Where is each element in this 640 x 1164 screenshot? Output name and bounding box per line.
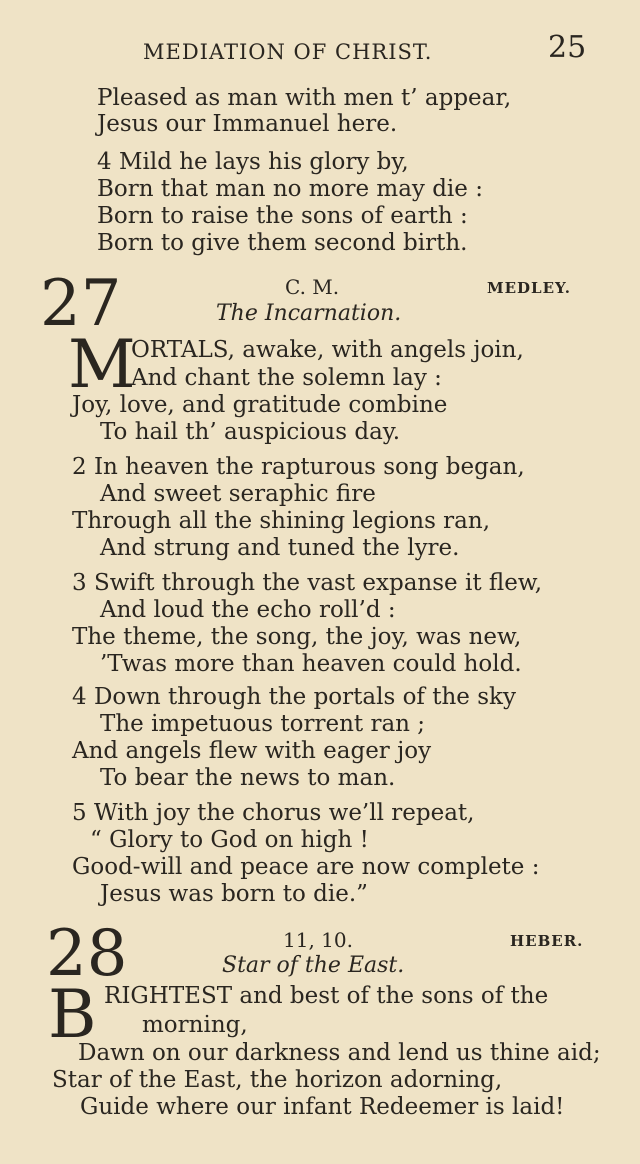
- verse-line: Dawn on our darkness and lend us thine aid;: [78, 1040, 601, 1066]
- verse-line: 4 Mild he lays his glory by,: [97, 149, 409, 175]
- verse-line: Star of the East, the horizon adorning,: [52, 1067, 503, 1093]
- verse-line: ORTALS, awake, with angels join,: [131, 337, 524, 363]
- verse-line: Jesus our Immanuel here.: [97, 111, 398, 137]
- verse-line: 2 In heaven the rapturous song began,: [72, 454, 525, 480]
- verse-line: Pleased as man with men t’ appear,: [97, 85, 512, 111]
- verse-line: Guide where our infant Redeemer is laid!: [80, 1094, 565, 1120]
- page-number: 25: [548, 30, 587, 65]
- verse-line: 4 Down through the portals of the sky: [72, 684, 516, 710]
- tune-name: MEDLEY.: [487, 279, 572, 297]
- verse-line: Jesus was born to die.”: [100, 881, 368, 907]
- hymn-meter: 11, 10.: [283, 928, 353, 952]
- verse-line: Born that man no more may die :: [97, 176, 483, 202]
- hymn-title: The Incarnation.: [216, 301, 402, 326]
- verse-line: And strung and tuned the lyre.: [100, 535, 460, 561]
- verse-line: Joy, love, and gratitude combine: [72, 392, 448, 418]
- verse-line: And sweet seraphic fire: [100, 481, 376, 507]
- verse-line: To hail th’ auspicious day.: [100, 419, 401, 445]
- verse-line: And loud the echo roll’d :: [100, 597, 396, 623]
- hymn-number: 28: [46, 917, 128, 991]
- verse-line: And chant the solemn lay :: [131, 365, 442, 391]
- verse-line: 5 With joy the chorus we’ll repeat,: [72, 800, 475, 826]
- running-head: MEDIATION OF CHRIST.: [143, 40, 433, 64]
- hymn-meter: C. M.: [285, 275, 340, 299]
- drop-cap: B: [48, 976, 97, 1053]
- verse-line: The impetuous torrent ran ;: [100, 711, 426, 737]
- tune-name: HEBER.: [510, 932, 584, 950]
- verse-line: 3 Swift through the vast expanse it flew,: [72, 570, 543, 596]
- verse-line: Good-will and peace are now complete :: [72, 854, 540, 880]
- verse-line: To bear the news to man.: [100, 765, 396, 791]
- drop-cap: M: [68, 326, 136, 403]
- verse-line: Born to raise the sons of earth :: [97, 203, 468, 229]
- verse-line: Born to give them second birth.: [97, 230, 468, 256]
- hymn-title: Star of the East.: [222, 953, 405, 978]
- verse-line: “ Glory to God on high !: [90, 827, 369, 853]
- verse-line: Through all the shining legions ran,: [72, 508, 491, 534]
- verse-line: The theme, the song, the joy, was new,: [72, 624, 522, 650]
- hymn-number: 27: [40, 267, 122, 341]
- verse-line: And angels flew with eager joy: [72, 738, 432, 764]
- verse-line: RIGHTEST and best of the sons of the: [104, 983, 549, 1009]
- verse-line: morning,: [142, 1012, 248, 1038]
- verse-line: ’Twas more than heaven could hold.: [100, 651, 522, 677]
